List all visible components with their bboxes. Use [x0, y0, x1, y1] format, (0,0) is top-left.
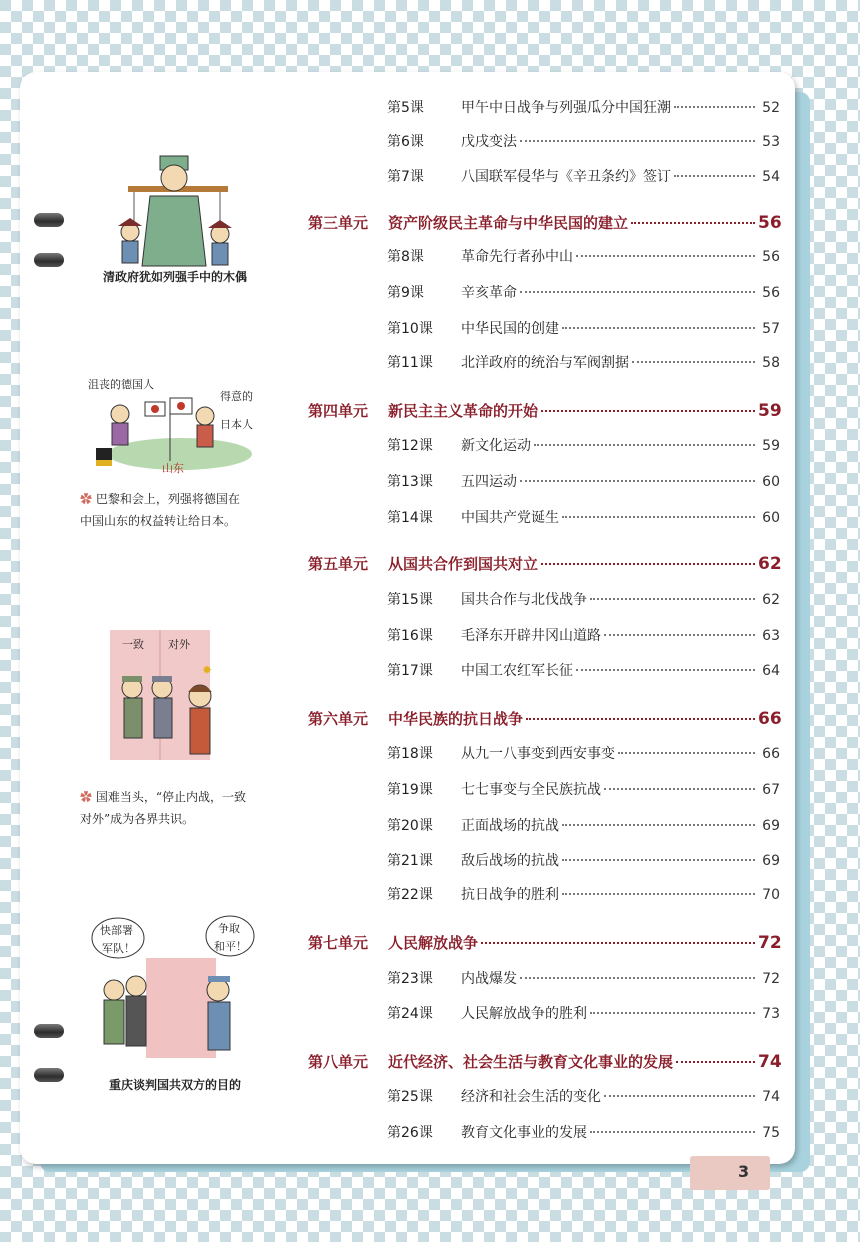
binder-ring [34, 253, 64, 267]
lesson-title: 经济和社会生活的变化 [461, 1089, 601, 1105]
toc-lesson-row[interactable] [300, 246, 780, 266]
toc-unit-row[interactable] [300, 553, 780, 574]
lesson-number: 第9课 [387, 285, 424, 301]
unit-title: 资产阶级民主革命与中华民国的建立 [388, 214, 629, 232]
lesson-title: 北洋政府的统治与军阀割据 [461, 355, 629, 371]
page-ref: 69 [762, 818, 780, 834]
page-ref: 56 [762, 285, 780, 301]
dot-leader [604, 634, 755, 636]
toc-lesson-row[interactable] [300, 435, 780, 455]
page-ref: 53 [762, 134, 780, 150]
note-bullet-icon: ✿ [80, 492, 96, 506]
illustration-chongqing-negotiation [90, 914, 260, 1093]
toc-lesson-row[interactable] [300, 507, 780, 527]
lesson-title: 革命先行者孙中山 [461, 249, 573, 265]
lesson-title: 人民解放战争的胜利 [461, 1006, 587, 1022]
page-ref: 58 [762, 355, 780, 371]
toc-lesson-row[interactable] [300, 1122, 780, 1142]
speech-text-japanese-1: 得意的 [220, 390, 253, 403]
toc-unit-row[interactable] [300, 932, 780, 953]
toc-unit-row[interactable] [300, 212, 780, 233]
dot-leader [576, 255, 755, 257]
lesson-number: 第17课 [387, 663, 433, 679]
lesson-title: 八国联军侵华与《辛丑条约》签订 [461, 169, 671, 185]
lesson-number: 第20课 [387, 818, 433, 834]
svg-text:✸: ✸ [202, 663, 213, 677]
illustration-note [80, 786, 260, 830]
page-ref: 66 [762, 746, 780, 762]
dot-leader [520, 480, 755, 482]
unit-title: 人民解放战争 [388, 934, 479, 952]
toc-lesson-row[interactable] [300, 318, 780, 338]
page-ref: 73 [762, 1006, 780, 1022]
page-ref: 59 [758, 401, 782, 421]
bubble-left-line-2: 军队！ [102, 942, 135, 955]
unit-title: 从国共合作到国共对立 [388, 555, 539, 573]
binder-ring [34, 1068, 64, 1082]
dot-leader [631, 222, 755, 224]
lesson-title: 抗日战争的胜利 [461, 887, 559, 903]
dot-leader [590, 1131, 755, 1133]
page-ref: 67 [762, 782, 780, 798]
lesson-number: 第21课 [387, 853, 433, 869]
page-ref: 74 [762, 1089, 780, 1105]
toc-lesson-row[interactable] [300, 625, 780, 645]
unit-number: 第八单元 [308, 1053, 369, 1071]
toc-lesson-row[interactable] [300, 743, 780, 763]
lesson-number: 第12课 [387, 438, 433, 454]
lesson-number: 第14课 [387, 510, 433, 526]
bubble-right-line-1: 争取 [218, 922, 240, 935]
toc-lesson-row[interactable] [300, 1003, 780, 1023]
bubble-right-line-2: 和平！ [214, 940, 247, 953]
lesson-number: 第19课 [387, 782, 433, 798]
lesson-title: 新文化运动 [461, 438, 531, 454]
unit-number: 第四单元 [308, 402, 369, 420]
unit-number: 第七单元 [308, 934, 369, 952]
dot-leader [590, 598, 755, 600]
toc-lesson-row[interactable] [300, 815, 780, 835]
lesson-number: 第23课 [387, 971, 433, 987]
page-number: 3 [738, 1162, 750, 1181]
dot-leader [520, 977, 755, 979]
illustration-caption: 重庆谈判国共双方的目的 [108, 1078, 241, 1092]
lesson-title: 中国共产党诞生 [461, 510, 559, 526]
page-ref: 56 [762, 249, 780, 265]
lesson-number: 第16课 [387, 628, 433, 644]
banner-right-text: 对外 [168, 638, 190, 651]
shandong-sign: 山东 [162, 462, 184, 475]
page-ref: 70 [762, 887, 780, 903]
lesson-title: 从九一八事变到西安事变 [461, 746, 615, 762]
dot-leader [520, 140, 755, 142]
page-ref: 66 [758, 709, 782, 729]
dot-leader [618, 752, 755, 754]
illustration-paris-conference [80, 376, 260, 532]
note-line-1: 国难当头，“停止内战，一致 [95, 790, 246, 804]
dot-leader [562, 859, 755, 861]
toc-lesson-row[interactable] [300, 131, 780, 151]
unit-number: 第五单元 [308, 555, 369, 573]
illustration-caption: 清政府犹如列强手中的木偶 [102, 270, 247, 284]
lesson-title: 毛泽东开辟井冈山道路 [461, 628, 601, 644]
lesson-number: 第25课 [387, 1089, 433, 1105]
dot-leader [604, 1095, 755, 1097]
page-ref: 63 [762, 628, 780, 644]
lesson-title: 敌后战场的抗战 [461, 853, 559, 869]
page-ref: 60 [762, 474, 780, 490]
lesson-number: 第26课 [387, 1125, 433, 1141]
binder-ring [34, 1024, 64, 1038]
dot-leader [562, 824, 755, 826]
dot-leader [562, 327, 755, 329]
lesson-number: 第7课 [387, 169, 424, 185]
page-ref: 52 [762, 100, 780, 116]
lesson-title: 甲午中日战争与列强瓜分中国狂潮 [461, 100, 671, 116]
lesson-number: 第5课 [387, 100, 424, 116]
banner-left-text: 一致 [122, 638, 144, 651]
dot-leader [481, 942, 755, 944]
binder-ring [34, 213, 64, 227]
unit-title: 近代经济、社会生活与教育文化事业的发展 [388, 1053, 674, 1071]
lesson-title: 戊戌变法 [461, 134, 517, 150]
lesson-title: 中华民国的创建 [461, 321, 559, 337]
dot-leader [590, 1012, 755, 1014]
lesson-title: 辛亥革命 [461, 285, 517, 301]
note-line-1: 巴黎和会上，列强将德国在 [95, 492, 240, 506]
speech-text-japanese-2: 日本人 [220, 418, 253, 431]
toc-lesson-row[interactable] [300, 282, 780, 302]
toc-lesson-row[interactable] [300, 97, 780, 117]
dot-leader [562, 516, 755, 518]
toc-lesson-row[interactable] [300, 589, 780, 609]
page-ref: 59 [762, 438, 780, 454]
lesson-title: 七七事变与全民族抗战 [461, 782, 601, 798]
page-ref: 60 [762, 510, 780, 526]
page-ref: 56 [758, 213, 782, 233]
page-ref: 74 [758, 1052, 782, 1072]
dot-leader [526, 718, 755, 720]
page-ref: 72 [758, 933, 782, 953]
bubble-left-line-1: 快部署 [100, 924, 133, 937]
unit-number: 第三单元 [308, 214, 369, 232]
toc-lesson-row[interactable] [300, 779, 780, 799]
lesson-number: 第6课 [387, 134, 424, 150]
note-bullet-icon: ✿ [80, 790, 96, 804]
illustration-united-front [80, 626, 260, 830]
dot-leader [534, 444, 755, 446]
unit-title: 新民主主义革命的开始 [388, 402, 539, 420]
lesson-number: 第24课 [387, 1006, 433, 1022]
dot-leader [520, 291, 755, 293]
toc-unit-row[interactable] [300, 708, 780, 729]
lesson-title: 中国工农红军长征 [461, 663, 573, 679]
dot-leader [674, 106, 755, 108]
toc-lesson-row[interactable] [300, 471, 780, 491]
page-ref: 57 [762, 321, 780, 337]
lesson-number: 第13课 [387, 474, 433, 490]
unit-title: 中华民族的抗日战争 [388, 710, 524, 728]
lesson-number: 第22课 [387, 887, 433, 903]
dot-leader [541, 410, 755, 412]
toc-unit-row[interactable] [300, 400, 780, 421]
puppet-cartoon-image [90, 148, 260, 268]
page-ref: 54 [762, 169, 780, 185]
page-ref: 62 [762, 592, 780, 608]
lesson-title: 正面战场的抗战 [461, 818, 559, 834]
lesson-title: 五四运动 [461, 474, 517, 490]
paris-cartoon-image [90, 376, 260, 476]
page-ref: 72 [762, 971, 780, 987]
dot-leader [541, 563, 755, 565]
toc-lesson-row[interactable] [300, 850, 780, 870]
dot-leader [604, 788, 755, 790]
unit-number: 第六单元 [308, 710, 369, 728]
page-number-tab [690, 1156, 770, 1190]
note-line-2: 对外”成为各界共识。 [80, 812, 195, 826]
lesson-title: 国共合作与北伐战争 [461, 592, 587, 608]
toc-unit-row[interactable] [300, 1051, 780, 1072]
toc-lesson-row[interactable] [300, 660, 780, 680]
dot-leader [674, 175, 755, 177]
dot-leader [676, 1061, 755, 1063]
lesson-number: 第8课 [387, 249, 424, 265]
illustration-puppet [90, 148, 260, 285]
lesson-title: 教育文化事业的发展 [461, 1125, 587, 1141]
note-line-2: 中国山东的权益转让给日本。 [80, 514, 237, 528]
illustration-note [80, 488, 260, 532]
lesson-number: 第18课 [387, 746, 433, 762]
page-ref: 69 [762, 853, 780, 869]
speech-text-german: 沮丧的德国人 [88, 378, 154, 391]
toc-lesson-row[interactable] [300, 1086, 780, 1106]
dot-leader [576, 669, 755, 671]
toc-lesson-row[interactable] [300, 968, 780, 988]
toc-lesson-row[interactable] [300, 884, 780, 904]
lesson-number: 第10课 [387, 321, 433, 337]
page-ref: 64 [762, 663, 780, 679]
page-ref: 75 [762, 1125, 780, 1141]
lesson-number: 第11课 [387, 355, 433, 371]
lesson-number: 第15课 [387, 592, 433, 608]
dot-leader [632, 361, 755, 363]
toc-lesson-row[interactable] [300, 166, 780, 186]
page-ref: 62 [758, 554, 782, 574]
dot-leader [562, 893, 755, 895]
lesson-title: 内战爆发 [461, 971, 517, 987]
toc-lesson-row[interactable] [300, 352, 780, 372]
